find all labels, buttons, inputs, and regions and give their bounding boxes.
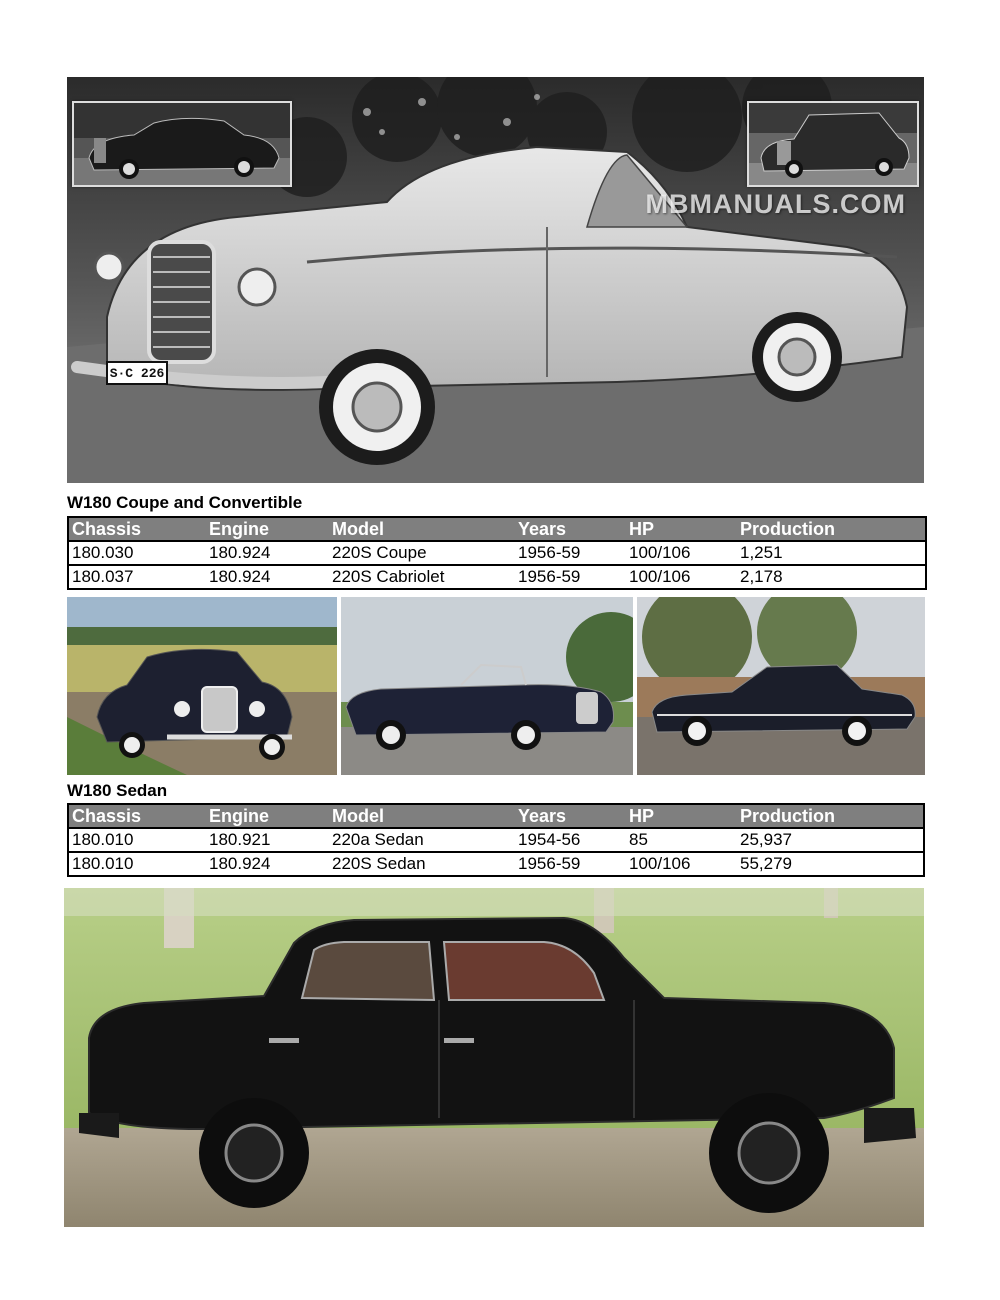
section-title-sedan: W180 Sedan [67,781,168,800]
cell-chassis: 180.037 [68,565,206,589]
inset-photo-sedan [747,101,919,187]
cell-chassis: 180.030 [68,541,206,565]
cell-hp: 100/106 [626,541,737,565]
cell-years: 1954-56 [515,828,626,852]
col-header-model: Model [329,517,515,541]
hero-license-plate: S·C 226 [109,366,165,381]
cell-model: 220S Sedan [329,852,515,876]
cell-chassis: 180.010 [68,828,206,852]
cell-engine: 180.921 [206,828,329,852]
col-header-chassis: Chassis [68,517,206,541]
cell-hp: 85 [626,828,737,852]
col-header-chassis: Chassis [68,804,206,828]
spec-table-sedan [67,803,925,877]
table-row [68,852,924,876]
photo-coupe-side [637,597,925,775]
col-header-model: Model [329,804,515,828]
photo-cabriolet-side [341,597,633,775]
cell-chassis: 180.010 [68,852,206,876]
cell-years: 1956-59 [515,541,626,565]
table-header-row [68,804,924,828]
cell-engine: 180.924 [206,852,329,876]
hero-photo-cabriolet [67,77,924,483]
col-header-production: Production [737,517,926,541]
cell-production: 2,178 [737,565,926,589]
cell-hp: 100/106 [626,565,737,589]
table-row [68,828,924,852]
table-row [68,541,926,565]
col-header-production: Production [737,804,924,828]
cell-model: 220S Cabriolet [329,565,515,589]
cell-production: 1,251 [737,541,926,565]
photo-sedan-side [64,888,924,1227]
table-header-row [68,517,926,541]
cell-years: 1956-59 [515,852,626,876]
cell-years: 1956-59 [515,565,626,589]
section-title-coupe-convertible: W180 Coupe and Convertible [67,493,303,512]
spec-table-coupe-convertible [67,516,927,590]
col-header-engine: Engine [206,804,329,828]
col-header-hp: HP [626,804,737,828]
cell-production: 25,937 [737,828,924,852]
cell-production: 55,279 [737,852,924,876]
col-header-years: Years [515,517,626,541]
cell-model: 220a Sedan [329,828,515,852]
inset-photo-coupe [72,101,292,187]
photo-coupe-front [67,597,337,775]
cell-engine: 180.924 [206,565,329,589]
table-row [68,565,926,589]
cell-model: 220S Coupe [329,541,515,565]
col-header-years: Years [515,804,626,828]
cell-engine: 180.924 [206,541,329,565]
watermark-text: MBMANUALS.COM [645,189,906,219]
col-header-engine: Engine [206,517,329,541]
cell-hp: 100/106 [626,852,737,876]
col-header-hp: HP [626,517,737,541]
